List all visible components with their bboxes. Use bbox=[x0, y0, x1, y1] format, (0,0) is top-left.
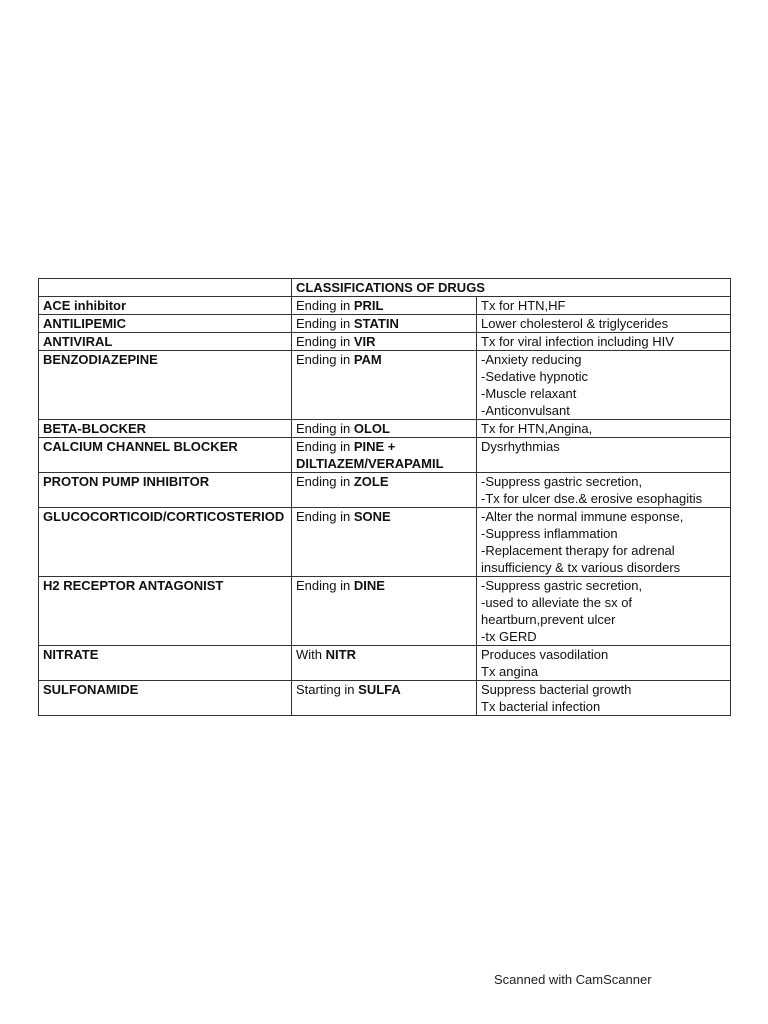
camscanner-watermark: Scanned with CamScanner bbox=[494, 972, 652, 987]
use-line: insufficiency & tx various disorders bbox=[481, 560, 681, 575]
use-line: -Suppress inflammation bbox=[481, 526, 618, 541]
classification-name: BETA-BLOCKER bbox=[43, 421, 147, 436]
naming-rule-line bbox=[296, 438, 472, 455]
use-line: Suppress bacterial growth bbox=[481, 682, 632, 697]
classification-name: SULFONAMIDE bbox=[43, 682, 139, 697]
table-row bbox=[39, 508, 731, 577]
uses-cell bbox=[477, 438, 731, 473]
classification-name: PROTON PUMP INHIBITOR bbox=[43, 474, 210, 489]
naming-rule-key: PINE + bbox=[353, 439, 396, 454]
table-title bbox=[292, 279, 731, 297]
naming-rule-prefix: With bbox=[296, 647, 326, 662]
uses-cell bbox=[477, 420, 731, 438]
use-line: -Anticonvulsant bbox=[481, 403, 570, 418]
classification-name: GLUCOCORTICOID/CORTICOSTERIOD bbox=[43, 509, 285, 524]
table-row bbox=[39, 681, 731, 716]
naming-rule-cell bbox=[292, 681, 477, 716]
table-row bbox=[39, 420, 731, 438]
naming-rule-line bbox=[296, 473, 472, 490]
title-empty-cell bbox=[39, 279, 292, 297]
naming-rule-key: ZOLE bbox=[353, 474, 389, 489]
naming-rule-line bbox=[296, 508, 472, 525]
naming-rule-prefix: Ending in bbox=[296, 298, 354, 313]
naming-rule-line bbox=[296, 681, 472, 698]
naming-rule-line bbox=[296, 297, 472, 314]
naming-rule-line bbox=[296, 351, 472, 368]
naming-rule-prefix: Ending in bbox=[296, 509, 354, 524]
use-line: Tx for viral infection including HIV bbox=[481, 334, 674, 349]
naming-rule-key: NITR bbox=[325, 647, 356, 662]
classification-name: NITRATE bbox=[43, 647, 99, 662]
naming-rule-prefix: Ending in bbox=[296, 474, 354, 489]
naming-rule-key: STATIN bbox=[353, 316, 399, 331]
naming-rule-line2: DILTIAZEM/VERAPAMIL bbox=[296, 456, 444, 471]
naming-rule-key: SULFA bbox=[358, 682, 401, 697]
use-line: -Replacement therapy for adrenal bbox=[481, 543, 675, 558]
classification-name: H2 RECEPTOR ANTAGONIST bbox=[43, 578, 224, 593]
naming-rule-cell bbox=[292, 577, 477, 646]
naming-rule-prefix: Ending in bbox=[296, 421, 354, 436]
uses-cell bbox=[477, 473, 731, 508]
use-line: -Muscle relaxant bbox=[481, 386, 577, 401]
naming-rule-cell bbox=[292, 315, 477, 333]
use-line: Produces vasodilation bbox=[481, 647, 609, 662]
use-line: Tx bacterial infection bbox=[481, 699, 601, 714]
classification-name: ANTIVIRAL bbox=[43, 334, 113, 349]
naming-rule-key: DINE bbox=[353, 578, 385, 593]
table-row bbox=[39, 473, 731, 508]
use-line: heartburn,prevent ulcer bbox=[481, 612, 616, 627]
naming-rule-line bbox=[296, 420, 472, 437]
uses-cell bbox=[477, 315, 731, 333]
naming-rule-prefix: Ending in bbox=[296, 352, 354, 367]
classification-cell bbox=[39, 438, 292, 473]
classification-cell bbox=[39, 297, 292, 315]
classification-cell bbox=[39, 508, 292, 577]
drug-classification-table bbox=[38, 278, 731, 716]
naming-rule-cell bbox=[292, 351, 477, 420]
naming-rule-cell bbox=[292, 420, 477, 438]
naming-rule-cell bbox=[292, 297, 477, 315]
naming-rule-key: PAM bbox=[353, 352, 382, 367]
classification-cell bbox=[39, 333, 292, 351]
table-title-text: CLASSIFICATIONS OF DRUGS bbox=[296, 280, 485, 295]
classification-cell bbox=[39, 420, 292, 438]
naming-rule-line bbox=[296, 315, 472, 332]
use-line: Tx for HTN,HF bbox=[481, 298, 566, 313]
uses-cell bbox=[477, 297, 731, 315]
classification-name: BENZODIAZEPINE bbox=[43, 352, 158, 367]
table-title-row bbox=[39, 279, 731, 297]
use-line: -Suppress gastric secretion, bbox=[481, 474, 643, 489]
uses-cell bbox=[477, 333, 731, 351]
uses-cell bbox=[477, 508, 731, 577]
use-line: Lower cholesterol & triglycerides bbox=[481, 316, 669, 331]
uses-cell bbox=[477, 577, 731, 646]
naming-rule-key: OLOL bbox=[353, 421, 390, 436]
classification-name: ANTILIPEMIC bbox=[43, 316, 127, 331]
naming-rule-key: PRIL bbox=[353, 298, 384, 313]
naming-rule-prefix: Ending in bbox=[296, 334, 354, 349]
naming-rule-prefix: Starting in bbox=[296, 682, 359, 697]
use-line: Tx angina bbox=[481, 664, 539, 679]
naming-rule-prefix: Ending in bbox=[296, 578, 354, 593]
use-line: -Alter the normal immune esponse, bbox=[481, 509, 684, 524]
table-row bbox=[39, 297, 731, 315]
table-row bbox=[39, 646, 731, 681]
naming-rule-cell bbox=[292, 438, 477, 473]
naming-rule-prefix: Ending in bbox=[296, 439, 354, 454]
naming-rule-cell bbox=[292, 508, 477, 577]
table-row bbox=[39, 333, 731, 351]
use-line: -Tx for ulcer dse.& erosive esophagitis bbox=[481, 491, 703, 506]
naming-rule-line bbox=[296, 646, 472, 663]
naming-rule-prefix: Ending in bbox=[296, 316, 354, 331]
classification-cell bbox=[39, 315, 292, 333]
naming-rule-key: SONE bbox=[353, 509, 391, 524]
naming-rule-cell bbox=[292, 646, 477, 681]
naming-rule-cell bbox=[292, 473, 477, 508]
table-row bbox=[39, 315, 731, 333]
table-row bbox=[39, 577, 731, 646]
uses-cell bbox=[477, 646, 731, 681]
table-row bbox=[39, 438, 731, 473]
classification-cell bbox=[39, 351, 292, 420]
use-line: Dysrhythmias bbox=[481, 439, 560, 454]
classification-name: ACE inhibitor bbox=[43, 298, 127, 313]
use-line: -Suppress gastric secretion, bbox=[481, 578, 643, 593]
table-row bbox=[39, 351, 731, 420]
use-line: -Sedative hypnotic bbox=[481, 369, 588, 384]
classification-name: CALCIUM CHANNEL BLOCKER bbox=[43, 439, 238, 454]
use-line: -tx GERD bbox=[481, 629, 537, 644]
uses-cell bbox=[477, 681, 731, 716]
use-line: -used to alleviate the sx of bbox=[481, 595, 633, 610]
naming-rule-line bbox=[296, 333, 472, 350]
naming-rule-key: VIR bbox=[353, 334, 376, 349]
classification-cell bbox=[39, 681, 292, 716]
uses-cell bbox=[477, 351, 731, 420]
naming-rule-line bbox=[296, 577, 472, 594]
classification-cell bbox=[39, 577, 292, 646]
classification-cell bbox=[39, 473, 292, 508]
use-line: -Anxiety reducing bbox=[481, 352, 582, 367]
use-line: Tx for HTN,Angina, bbox=[481, 421, 593, 436]
naming-rule-cell bbox=[292, 333, 477, 351]
classification-cell bbox=[39, 646, 292, 681]
table-body bbox=[39, 279, 731, 716]
